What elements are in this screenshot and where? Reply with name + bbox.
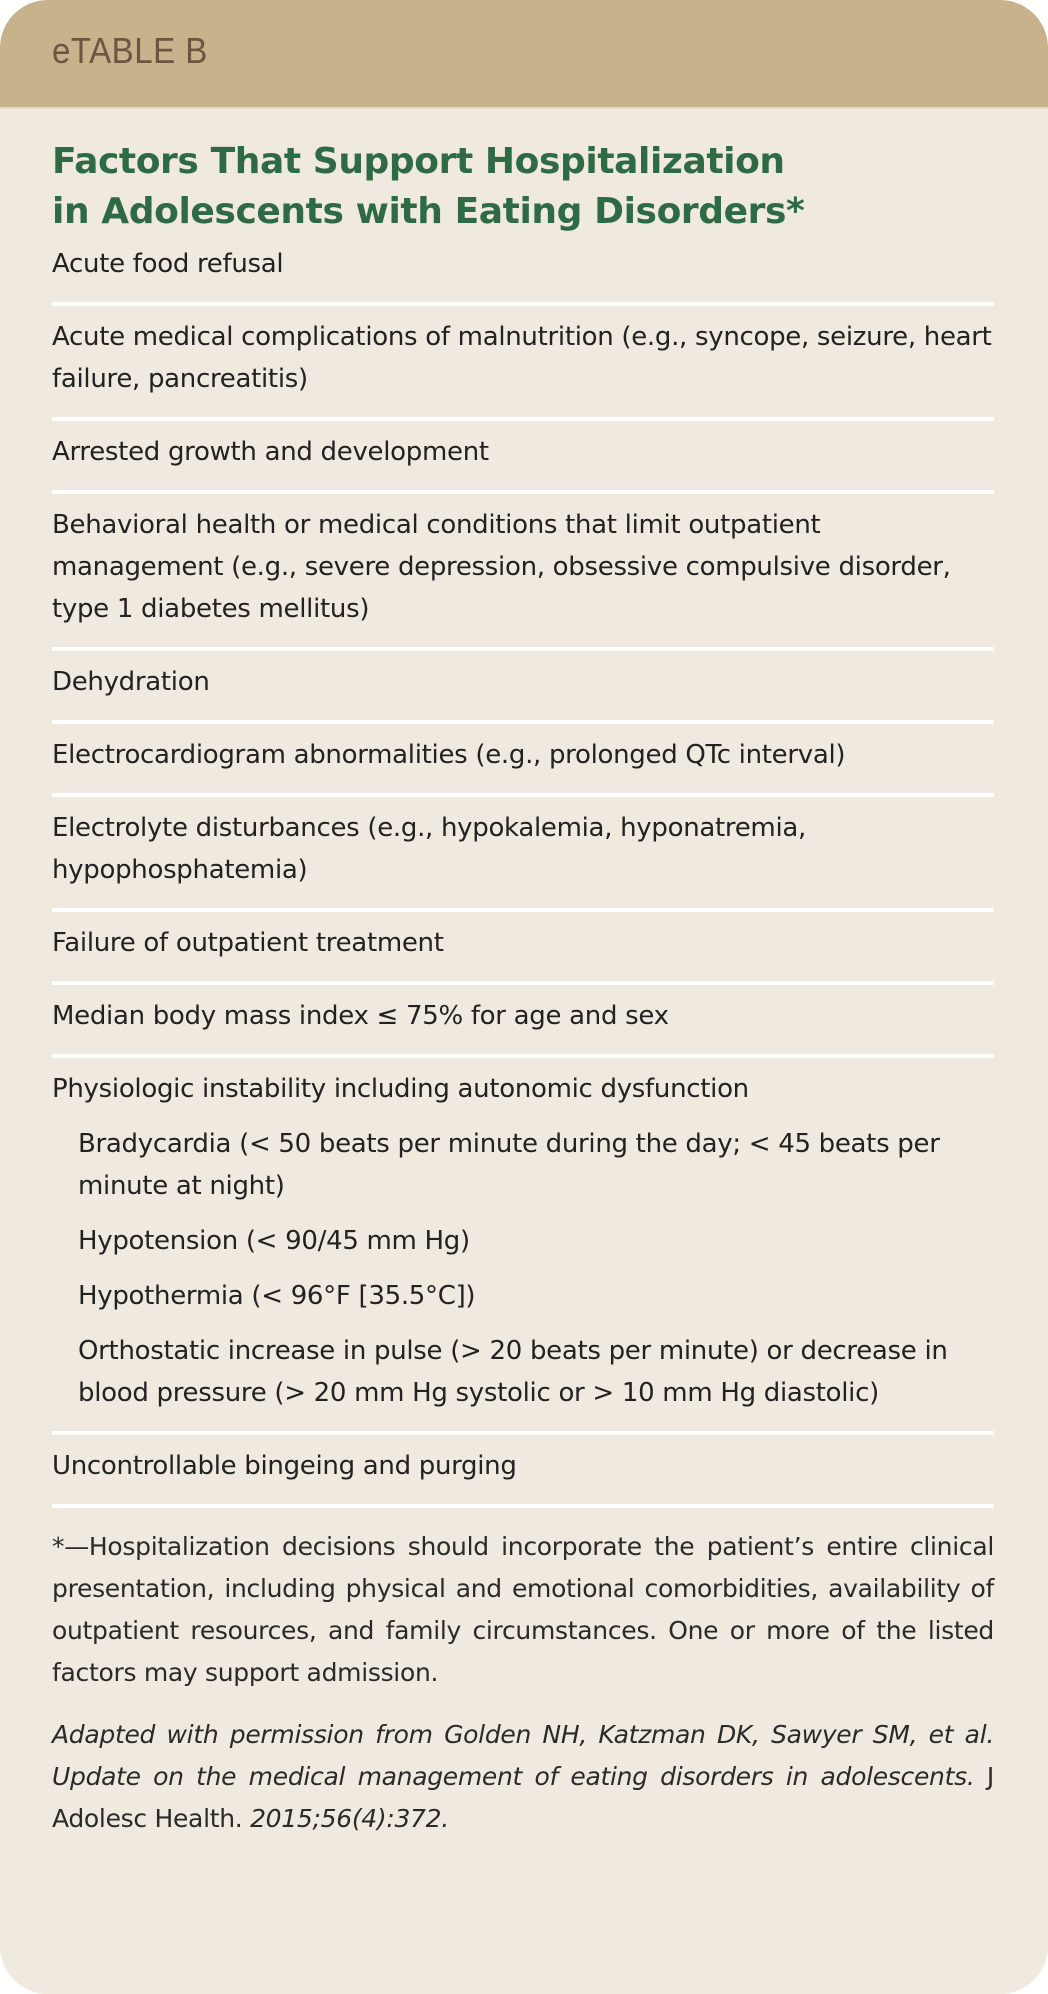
factor-text: Behavioral health or medical conditions that limit outpatient management (e.g., severe depression, obsessive compulsive disorder, type 1 diabetes mellitus) [52,510,951,624]
factor-row [52,1435,994,1508]
factor-row [52,243,994,306]
factor-text: Electrolyte disturbances (e.g., hypokalemia, hyponatremia, hypophosphatemia) [52,813,806,885]
citation-italic-2: 2015;56(4):372. [250,1804,449,1833]
factor-row [52,651,994,724]
factor-text: Acute food refusal [52,249,284,279]
factor-text: Uncontrollable bingeing and purging [52,1451,517,1481]
factor-text: Acute medical complications of malnutrition (e.g., syncope, seizure, heart failure, pancreatitis) [52,322,992,394]
table-header-band [0,0,1048,109]
sub-factor-orthostatic: Orthostatic increase in pulse (> 20 beats per minute) or decrease in blood pressure (> 20 mm Hg systolic or > 10 mm Hg diastolic) [78,1336,948,1408]
factor-row [52,985,994,1058]
table-title [52,137,994,237]
table-content [0,109,1048,1840]
table-title-line1: Factors That Support Hospitalization [52,141,785,182]
factor-row-physiologic [52,1058,994,1435]
factor-row [52,797,994,912]
factor-row [52,494,994,651]
citation-journal: J Adolesc Health. [52,1762,994,1833]
source-citation [52,1714,994,1840]
table-label: eTABLE B [52,30,208,71]
factor-text: Electrocardiogram abnormalities (e.g., prolonged QTc interval) [52,740,846,770]
factor-row [52,421,994,494]
factor-text: Physiologic instability including autonomic dysfunction [52,1074,749,1104]
footnote: *—Hospitalization decisions should incorporate the patient’s entire clinical presentation, including physical and emotional comorbidities, availability of outpatient resources, and family circumstances. One or more of the listed factors may support admission. [52,1532,994,1687]
sub-factor-hypothermia: Hypothermia (< 96°F [35.5°C]) [78,1281,476,1311]
factor-text: Median body mass index ≤ 75% for age and sex [52,1001,669,1031]
sub-factor-bradycardia: Bradycardia (< 50 beats per minute during the day; < 45 beats per minute at night) [78,1129,940,1201]
factor-list [52,243,994,1508]
sub-factor-hypotension: Hypotension (< 90/45 mm Hg) [78,1226,470,1256]
factor-row [52,306,994,421]
factor-row [52,724,994,797]
factor-text: Failure of outpatient treatment [52,928,444,958]
factor-row [52,912,994,985]
citation-italic-1: Adapted with permission from Golden NH, Katzman DK, Sawyer SM, et al. Update on the medical management of eating disorders in adolescents. [52,1720,994,1791]
factor-text: Arrested growth and development [52,437,489,467]
table-title-line2: in Adolescents with Eating Disorders* [52,191,805,232]
factor-text: Dehydration [52,667,210,697]
